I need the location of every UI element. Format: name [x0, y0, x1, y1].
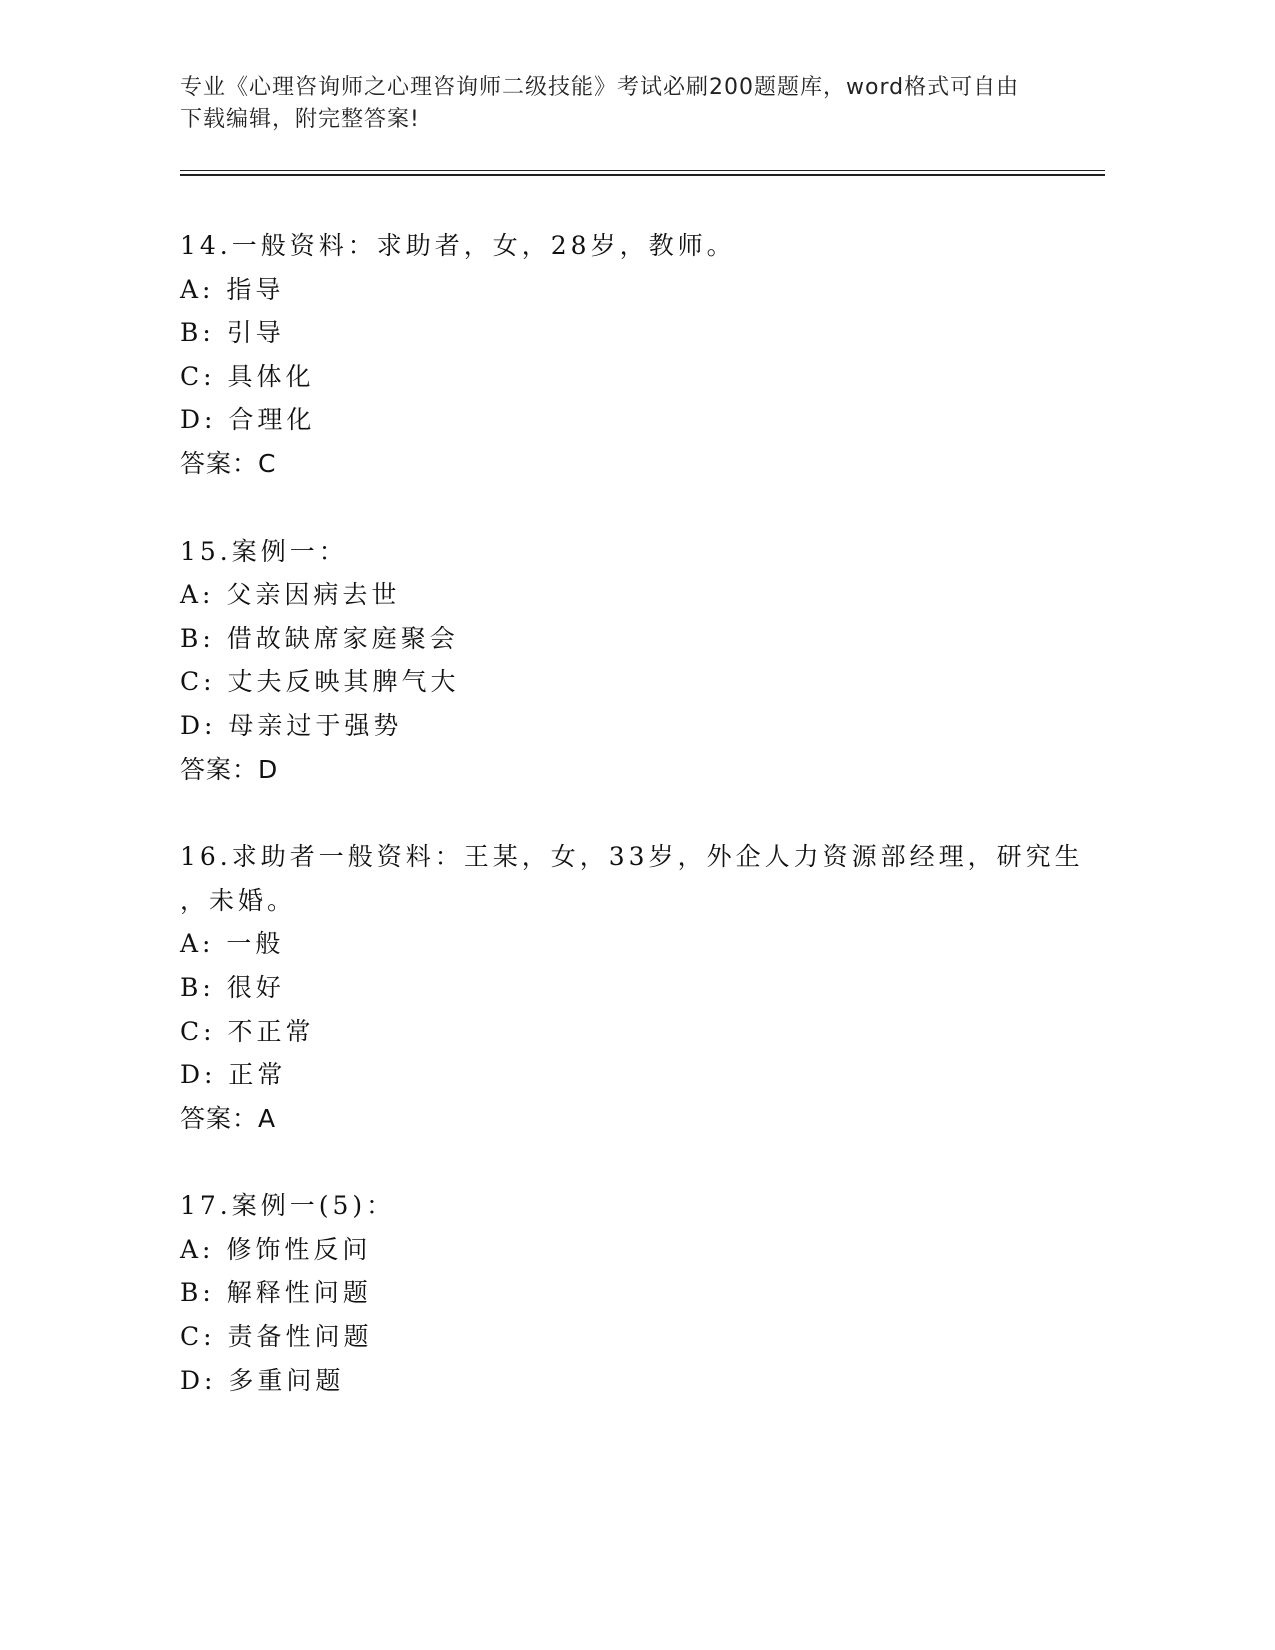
intro-text: 专业《心理咨询师之心理咨询师二级技能》考试必刷200题题库，word格式可自由下载编辑，附完整答案!: [180, 75, 1020, 132]
question-stem: 17.案例一(5)：: [180, 1191, 396, 1221]
option-c: C: 丈夫反映其脾气大: [180, 667, 460, 697]
option-b: B: 借故缺席家庭聚会: [180, 623, 459, 653]
question-15: [180, 530, 1080, 792]
answer-line: 答案：D: [180, 754, 279, 784]
option-c: C: 不正常: [180, 1016, 315, 1046]
option-a: A: 指导: [180, 274, 285, 304]
option-c: C: 具体化: [180, 361, 315, 391]
option-b: B: 很好: [180, 972, 285, 1002]
answer-line: 答案：A: [180, 1103, 277, 1133]
question-stem: 15.案例一：: [180, 536, 348, 566]
question-stem-line-1: 16.求助者一般资料：王某，女，33岁，外企人力资源部经理，研究生: [180, 842, 1084, 872]
option-b: B: 引导: [180, 318, 285, 348]
option-b: B: 解释性问题: [180, 1278, 372, 1308]
question-16: [180, 835, 1084, 1140]
document-header: [180, 72, 1040, 136]
header-divider-thin: [180, 170, 1105, 171]
option-d: D: 多重问题: [180, 1365, 345, 1395]
question-17: [180, 1184, 1080, 1402]
question-stem-line-2: ，未婚。: [180, 885, 297, 915]
question-14: [180, 224, 1080, 486]
option-d: D: 合理化: [180, 405, 316, 435]
option-a: A: 一般: [180, 929, 285, 959]
header-divider-thick: [180, 174, 1105, 176]
option-a: A: 父亲因病去世: [180, 580, 401, 610]
answer-line: 答案：C: [180, 448, 277, 478]
option-a: A: 修饰性反问: [180, 1234, 372, 1264]
option-c: C: 责备性问题: [180, 1322, 373, 1352]
option-d: D: 正常: [180, 1060, 287, 1090]
question-stem: 14.一般资料：求助者，女，28岁，教师。: [180, 231, 736, 260]
option-d: D: 母亲过于强势: [180, 710, 403, 740]
question-list: [180, 224, 1084, 1446]
